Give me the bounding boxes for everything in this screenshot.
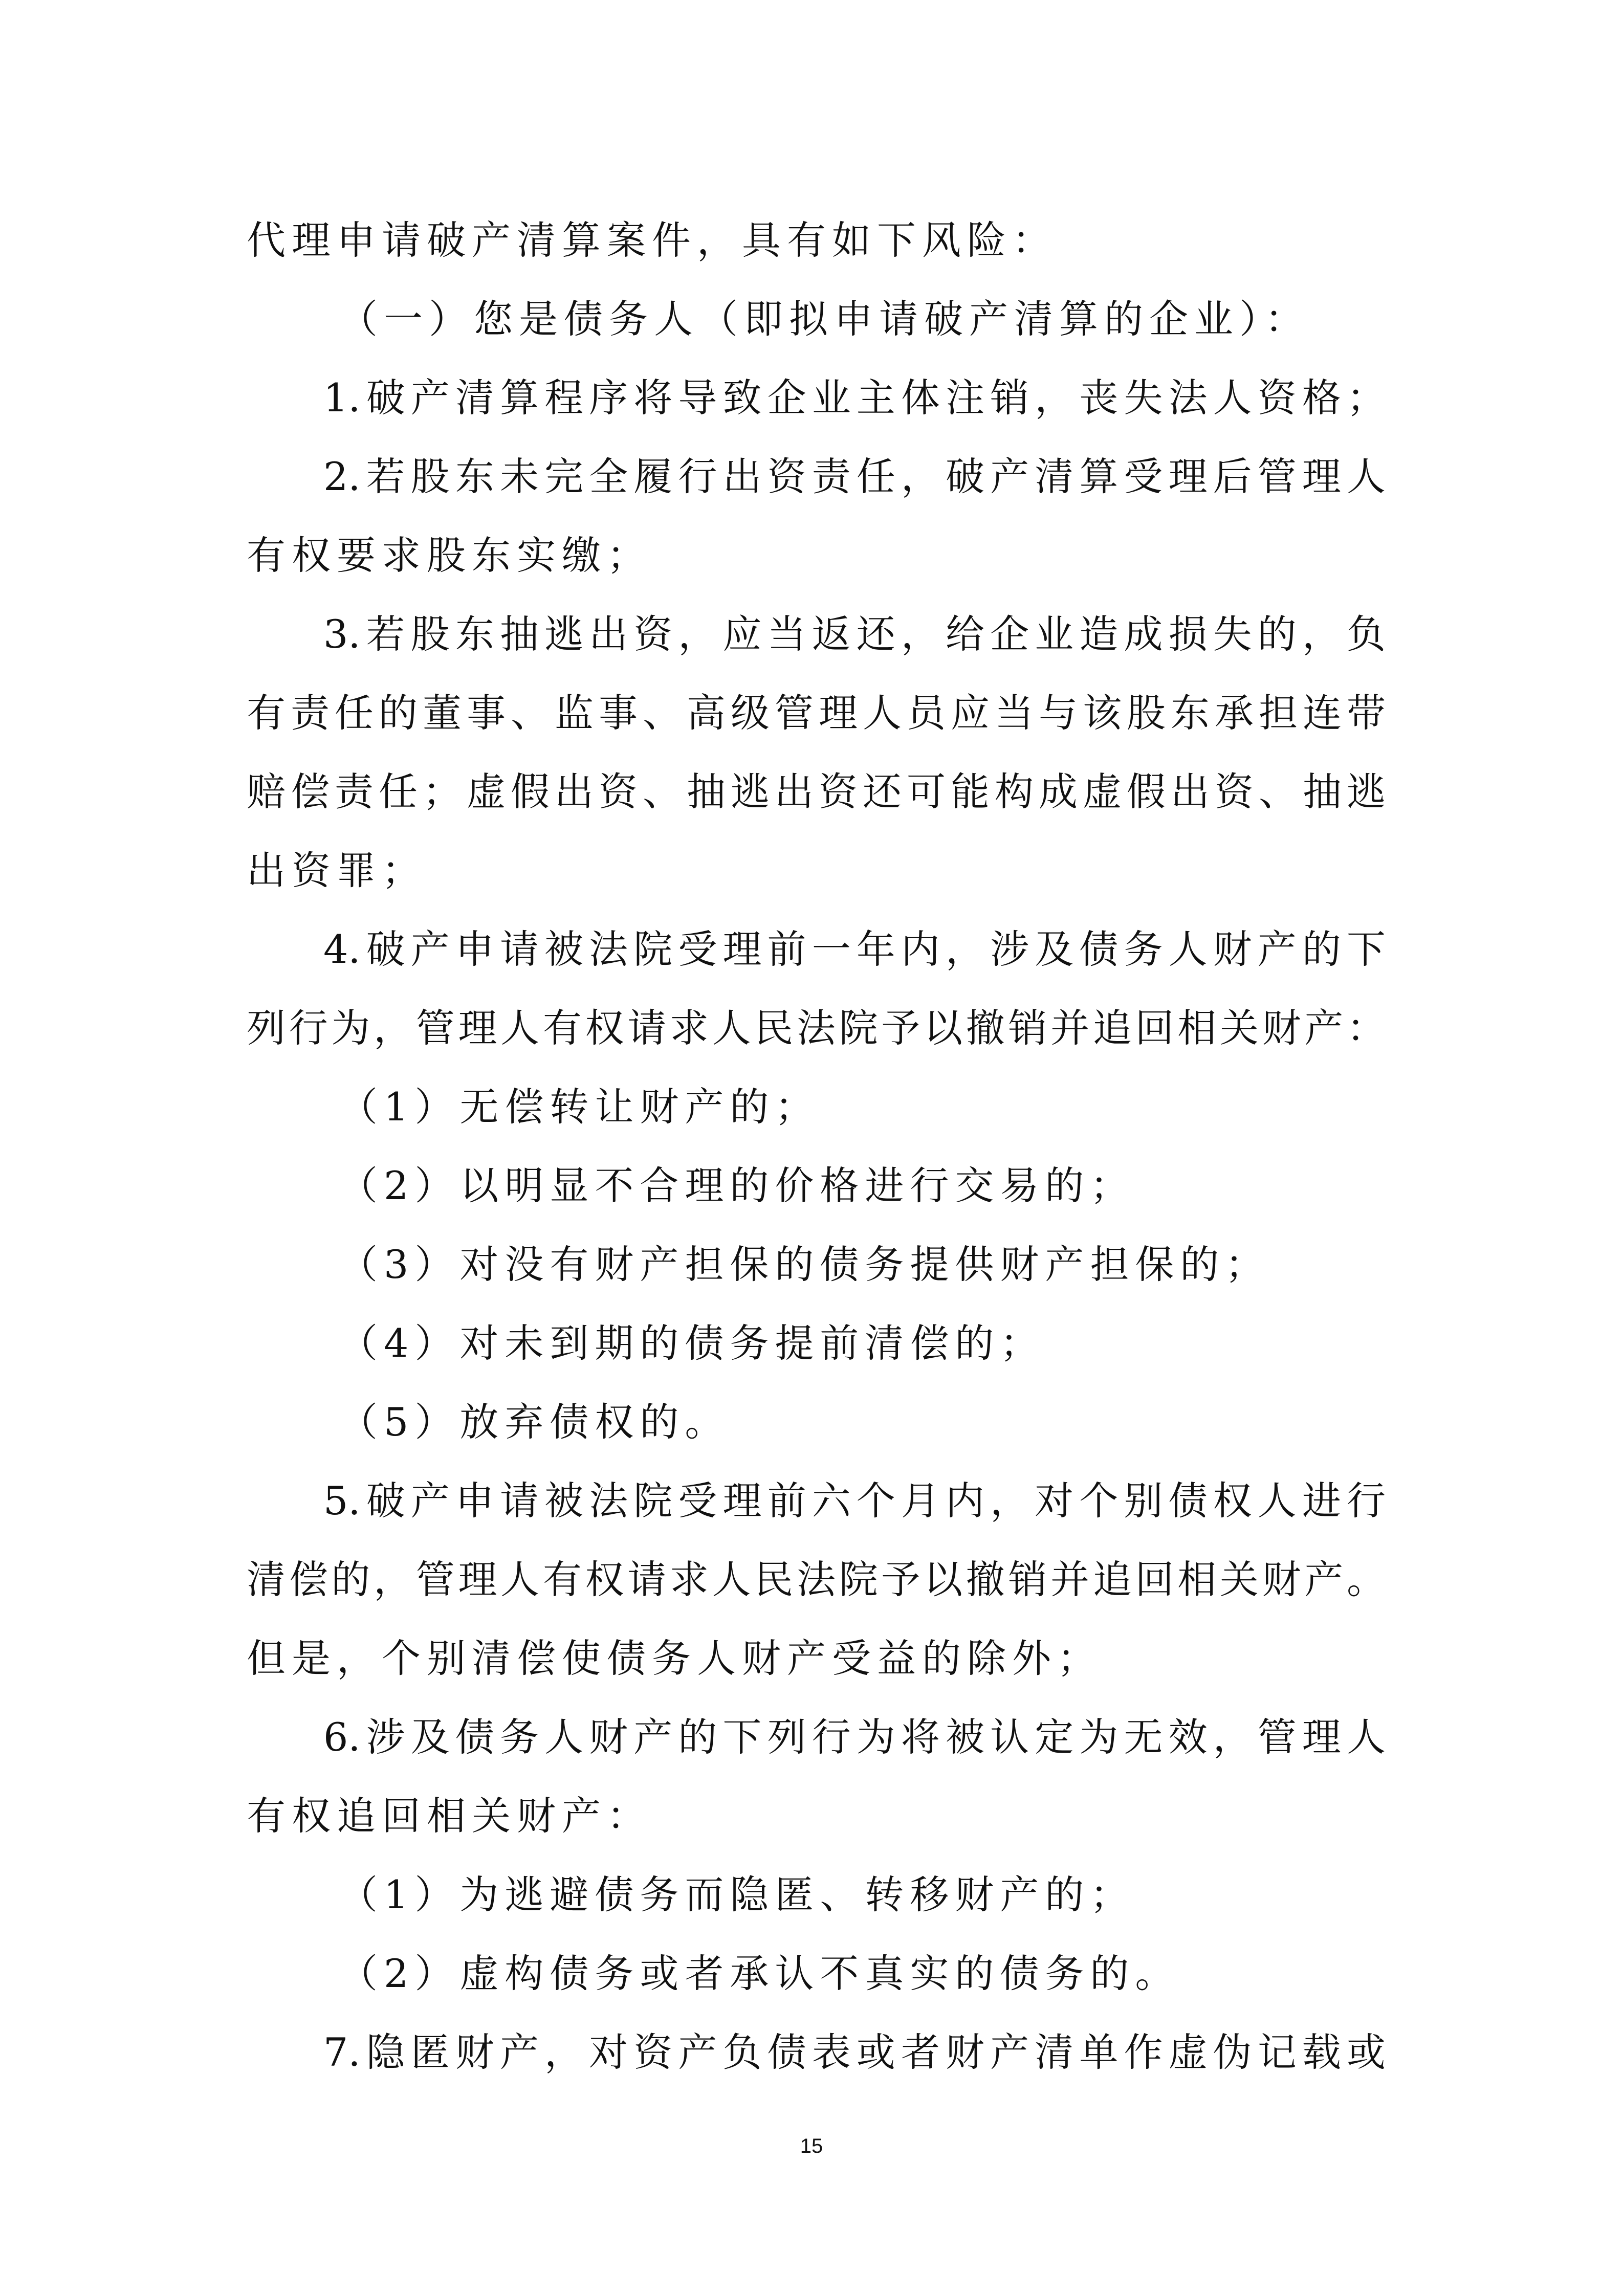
risk-item-3: 3.若股东抽逃出资，应当返还，给企业造成损失的，负: [323, 611, 1386, 657]
risk-item-5: 5.破产申请被法院受理前六个月内，对个别债权人进行: [323, 1478, 1386, 1524]
risk-item-5-cont-1: 清偿的，管理人有权请求人民法院予以撤销并追回相关财产。: [247, 1557, 1386, 1602]
text-line-intro: 代理申请破产清算案件，具有如下风险：: [247, 217, 1057, 263]
document-body: [247, 201, 1386, 2092]
risk-item-1: 1.破产清算程序将导致企业主体注销，丧失法人资格；: [323, 375, 1386, 421]
risk-item-5-cont-2: 但是，个别清偿使债务人财产受益的除外；: [247, 1636, 1102, 1681]
risk-item-7: 7.隐匿财产，对资产负债表或者财产清单作虚伪记载或: [323, 2029, 1386, 2075]
risk-item-4-cont: 列行为，管理人有权请求人民法院予以撤销并追回相关财产：: [247, 1005, 1386, 1051]
risk-item-4-sub-3: （3）对没有财产担保的债务提供财产担保的；: [339, 1242, 1270, 1287]
page-number: 15: [800, 2135, 823, 2157]
risk-item-3-cont-1: 有责任的董事、监事、高级管理人员应当与该股东承担连带: [247, 690, 1386, 736]
risk-item-4-sub-2: （2）以明显不合理的价格进行交易的；: [339, 1163, 1135, 1208]
risk-item-6-cont: 有权追回相关财产：: [247, 1793, 652, 1839]
risk-item-2-cont: 有权要求股东实缴；: [247, 533, 652, 578]
risk-item-6: 6.涉及债务人财产的下列行为将被认定为无效，管理人: [323, 1714, 1386, 1760]
risk-item-3-cont-2: 赔偿责任；虚假出资、抽逃出资还可能构成虚假出资、抽逃: [247, 769, 1386, 814]
risk-item-3-cont-3: 出资罪；: [247, 848, 427, 893]
section-heading-debtor: （一）您是债务人（即拟申请破产清算的企业）：: [339, 296, 1310, 342]
risk-item-4-sub-5: （5）放弃债权的。: [339, 1399, 730, 1445]
risk-item-2: 2.若股东未完全履行出资责任，破产清算受理后管理人: [323, 454, 1386, 499]
risk-item-6-sub-1: （1）为逃避债务而隐匿、转移财产的；: [339, 1872, 1135, 1917]
risk-item-4: 4.破产申请被法院受理前一年内，涉及债务人财产的下: [323, 926, 1386, 972]
risk-item-4-sub-1: （1）无偿转让财产的；: [339, 1084, 820, 1130]
risk-item-6-sub-2: （2）虚构债务或者承认不真实的债务的。: [339, 1951, 1180, 1996]
risk-item-4-sub-4: （4）对未到期的债务提前清偿的；: [339, 1320, 1045, 1366]
